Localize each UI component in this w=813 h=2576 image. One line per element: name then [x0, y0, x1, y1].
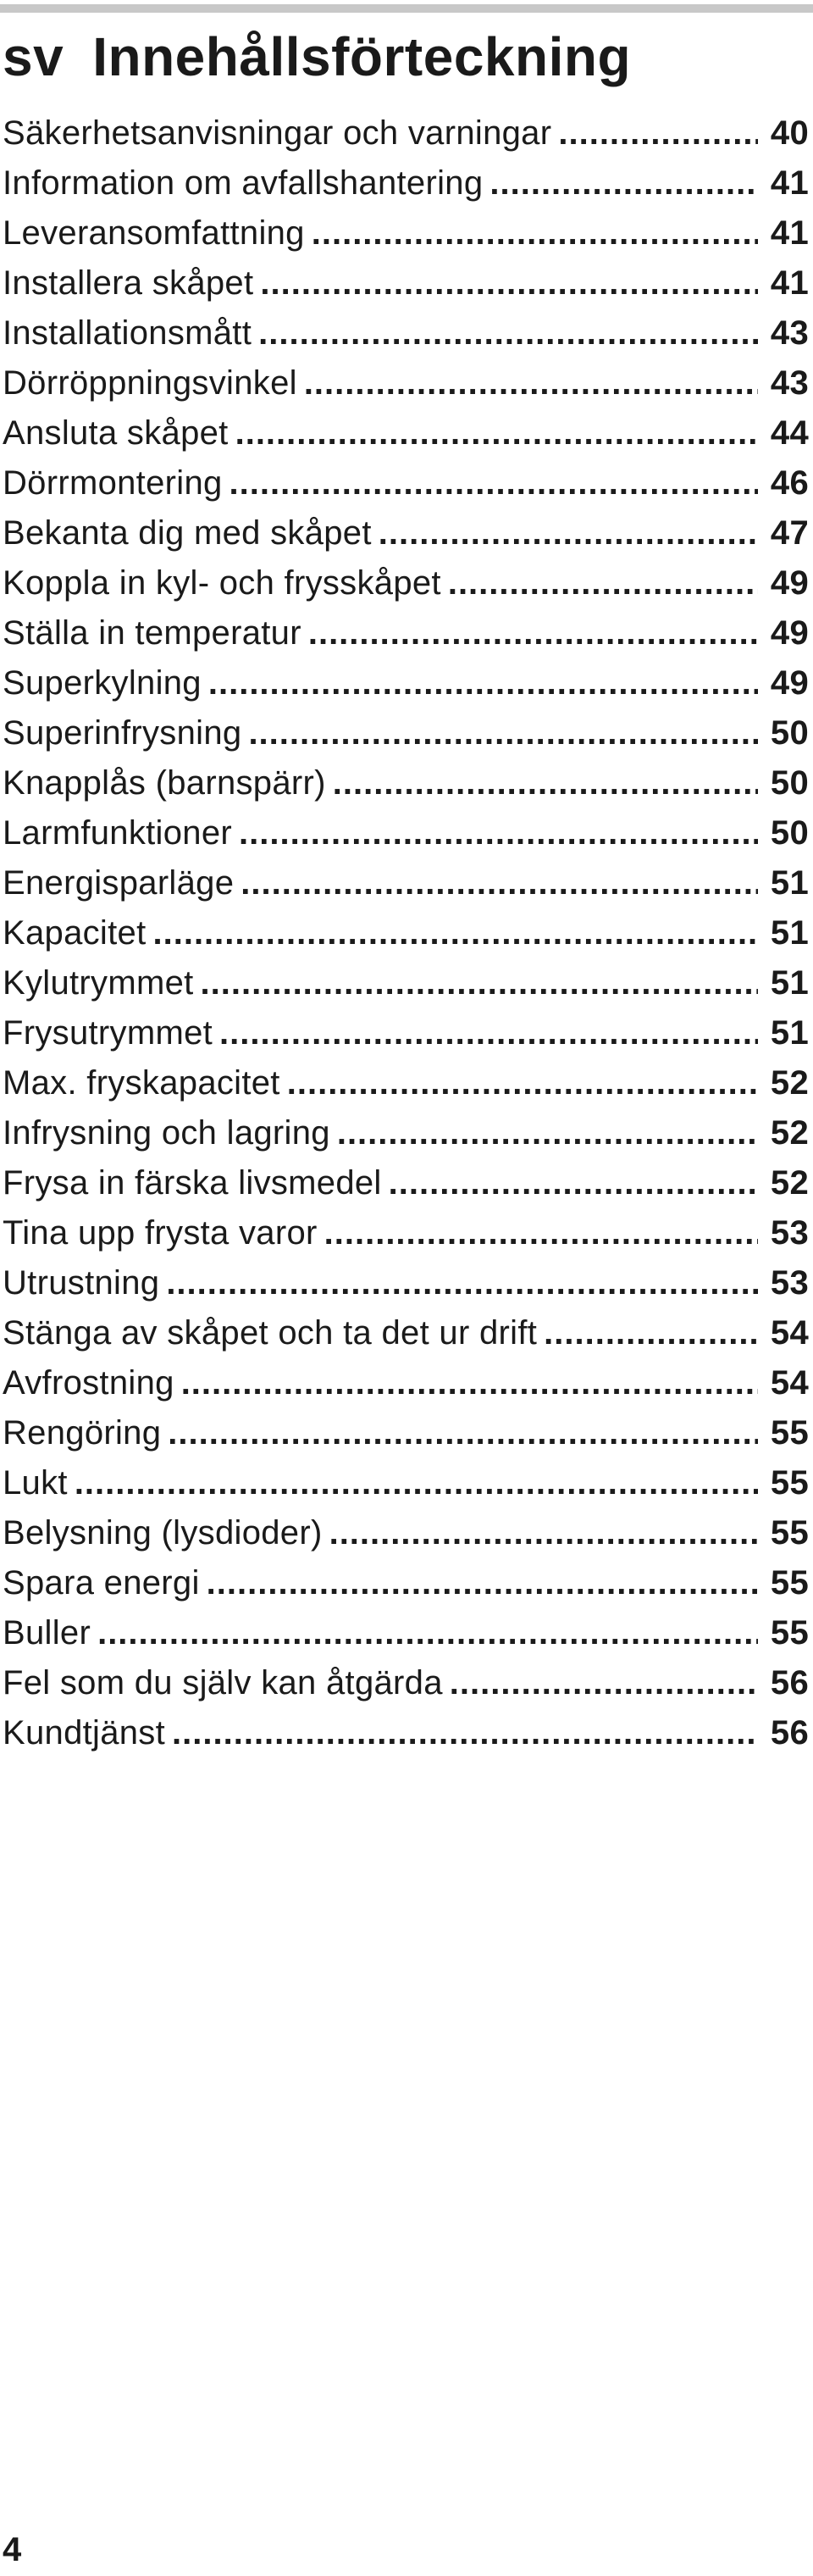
toc-entry-title: Kapacitet [3, 914, 147, 952]
toc-entry[interactable] [3, 958, 809, 1008]
toc-entry[interactable] [3, 608, 809, 658]
toc-entry-title: Kundtjänst [3, 1714, 166, 1752]
table-of-contents [3, 108, 809, 1758]
toc-entry[interactable] [3, 1508, 809, 1558]
dot-leader [207, 1558, 758, 1608]
toc-entry[interactable] [3, 408, 809, 458]
toc-entry-title: Installationsmått [3, 314, 252, 352]
toc-entry-page: 55 [770, 1614, 809, 1652]
toc-entry[interactable] [3, 1158, 809, 1208]
toc-entry[interactable] [3, 358, 809, 408]
toc-entry[interactable] [3, 1708, 809, 1758]
page-number: 4 [3, 2531, 22, 2568]
dot-leader [172, 1708, 758, 1758]
toc-entry-page: 50 [770, 764, 809, 802]
dot-leader [450, 1658, 758, 1708]
dot-leader [208, 658, 758, 708]
toc-entry-page: 41 [770, 164, 809, 202]
toc-entry-title: Information om avfallshantering [3, 164, 484, 202]
toc-entry-page: 52 [770, 1114, 809, 1152]
toc-entry[interactable] [3, 108, 809, 158]
toc-entry-title: Max. fryskapacitet [3, 1064, 280, 1102]
dot-leader [337, 1108, 758, 1158]
dot-leader [544, 1308, 758, 1358]
dot-leader [241, 858, 758, 908]
toc-entry[interactable] [3, 1208, 809, 1258]
toc-entry-title: Ansluta skåpet [3, 414, 229, 452]
dot-leader [181, 1358, 758, 1408]
toc-entry-page: 55 [770, 1414, 809, 1452]
dot-leader [308, 608, 758, 658]
toc-entry-page: 56 [770, 1714, 809, 1752]
dot-leader [329, 1508, 758, 1558]
dot-leader [239, 808, 758, 858]
toc-entry[interactable] [3, 1358, 809, 1408]
toc-entry-page: 54 [770, 1364, 809, 1402]
toc-entry[interactable] [3, 1558, 809, 1608]
toc-entry-page: 51 [770, 914, 809, 952]
toc-entry-page: 47 [770, 514, 809, 552]
dot-leader [219, 1008, 758, 1058]
toc-entry[interactable] [3, 1408, 809, 1458]
toc-entry-page: 43 [770, 314, 809, 352]
toc-entry-page: 50 [770, 814, 809, 852]
toc-entry-page: 51 [770, 864, 809, 902]
toc-entry-title: Installera skåpet [3, 264, 254, 302]
toc-entry-title: Energisparläge [3, 864, 235, 902]
toc-entry-page: 55 [770, 1564, 809, 1602]
dot-leader [312, 208, 758, 258]
toc-entry-title: Ställa in temperatur [3, 614, 301, 652]
toc-entry-page: 51 [770, 1014, 809, 1052]
toc-entry-page: 55 [770, 1514, 809, 1552]
toc-entry-page: 51 [770, 964, 809, 1002]
toc-entry-title: Rengöring [3, 1414, 162, 1452]
header-rule [0, 4, 813, 13]
toc-entry-title: Frysa in färska livsmedel [3, 1164, 382, 1202]
dot-leader [97, 1608, 758, 1658]
toc-entry-page: 41 [770, 214, 809, 252]
toc-entry-title: Superinfrysning [3, 714, 242, 752]
toc-entry[interactable] [3, 158, 809, 208]
toc-entry-page: 52 [770, 1164, 809, 1202]
dot-leader [379, 508, 758, 558]
toc-entry-title: Lukt [3, 1464, 68, 1502]
toc-entry-page: 53 [770, 1264, 809, 1302]
toc-entry-page: 50 [770, 714, 809, 752]
toc-entry[interactable] [3, 658, 809, 708]
toc-entry[interactable] [3, 808, 809, 858]
toc-entry[interactable] [3, 708, 809, 758]
toc-entry-page: 46 [770, 464, 809, 502]
toc-entry-title: Koppla in kyl- och frysskåpet [3, 564, 441, 602]
dot-leader [448, 558, 758, 608]
dot-leader [75, 1458, 758, 1508]
dot-leader [489, 158, 758, 208]
dot-leader [248, 708, 758, 758]
toc-entry[interactable] [3, 508, 809, 558]
toc-entry-title: Stänga av skåpet och ta det ur drift [3, 1314, 538, 1352]
toc-entry-page: 41 [770, 264, 809, 302]
toc-entry-title: Dörröppningsvinkel [3, 364, 297, 402]
dot-leader [166, 1258, 758, 1308]
toc-entry-page: 56 [770, 1664, 809, 1702]
toc-entry-page: 49 [770, 564, 809, 602]
toc-entry[interactable] [3, 208, 809, 258]
toc-entry-title: Tina upp frysta varor [3, 1214, 318, 1252]
dot-leader [258, 308, 758, 358]
toc-entry-page: 52 [770, 1064, 809, 1102]
dot-leader [168, 1408, 758, 1458]
toc-entry[interactable] [3, 908, 809, 958]
language-code: sv [3, 26, 64, 87]
dot-leader [152, 908, 758, 958]
toc-entry-page: 54 [770, 1314, 809, 1352]
toc-entry-title: Säkerhetsanvisningar och varningar [3, 114, 552, 152]
toc-entry-title: Spara energi [3, 1564, 200, 1602]
toc-entry[interactable] [3, 858, 809, 908]
toc-entry-title: Larmfunktioner [3, 814, 232, 852]
toc-entry-page: 43 [770, 364, 809, 402]
dot-leader [235, 408, 758, 458]
dot-leader [389, 1158, 758, 1208]
toc-entry-page: 49 [770, 614, 809, 652]
toc-entry[interactable] [3, 258, 809, 308]
toc-entry-title: Knapplås (barnspärr) [3, 764, 326, 802]
dot-leader [324, 1208, 758, 1258]
toc-entry[interactable] [3, 1608, 809, 1658]
toc-entry-page: 55 [770, 1464, 809, 1502]
toc-entry-title: Fel som du själv kan åtgärda [3, 1664, 443, 1702]
toc-entry[interactable] [3, 758, 809, 808]
toc-entry[interactable] [3, 558, 809, 608]
toc-entry-title: Avfrostning [3, 1364, 174, 1402]
toc-entry-title: Utrustning [3, 1264, 160, 1302]
dot-leader [287, 1058, 758, 1108]
toc-entry-page: 44 [770, 414, 809, 452]
toc-entry-title: Bekanta dig med skåpet [3, 514, 372, 552]
toc-entry-title: Superkylning [3, 664, 202, 702]
dot-leader [201, 958, 758, 1008]
dot-leader [333, 758, 758, 808]
toc-entry[interactable] [3, 1058, 809, 1108]
toc-entry[interactable] [3, 1658, 809, 1708]
dot-leader [558, 108, 758, 158]
dot-leader [230, 458, 758, 508]
toc-entry[interactable] [3, 1258, 809, 1308]
toc-entry-title: Kylutrymmet [3, 964, 194, 1002]
toc-entry[interactable] [3, 1308, 809, 1358]
toc-entry[interactable] [3, 1108, 809, 1158]
dot-leader [304, 358, 758, 408]
toc-entry-title: Buller [3, 1614, 91, 1652]
toc-entry[interactable] [3, 1008, 809, 1058]
toc-entry-title: Dörrmontering [3, 464, 223, 502]
toc-entry-title: Leveransomfattning [3, 214, 305, 252]
toc-entry-page: 49 [770, 664, 809, 702]
dot-leader [260, 258, 758, 308]
toc-entry[interactable] [3, 308, 809, 358]
page-title [3, 19, 631, 95]
toc-entry[interactable] [3, 1458, 809, 1508]
toc-entry-title: Frysutrymmet [3, 1014, 213, 1052]
toc-entry-page: 40 [770, 114, 809, 152]
toc-entry-page: 53 [770, 1214, 809, 1252]
toc-entry[interactable] [3, 458, 809, 508]
toc-entry-title: Infrysning och lagring [3, 1114, 330, 1152]
toc-entry-title: Belysning (lysdioder) [3, 1514, 323, 1552]
page-title-text: Innehållsförteckning [92, 26, 632, 87]
